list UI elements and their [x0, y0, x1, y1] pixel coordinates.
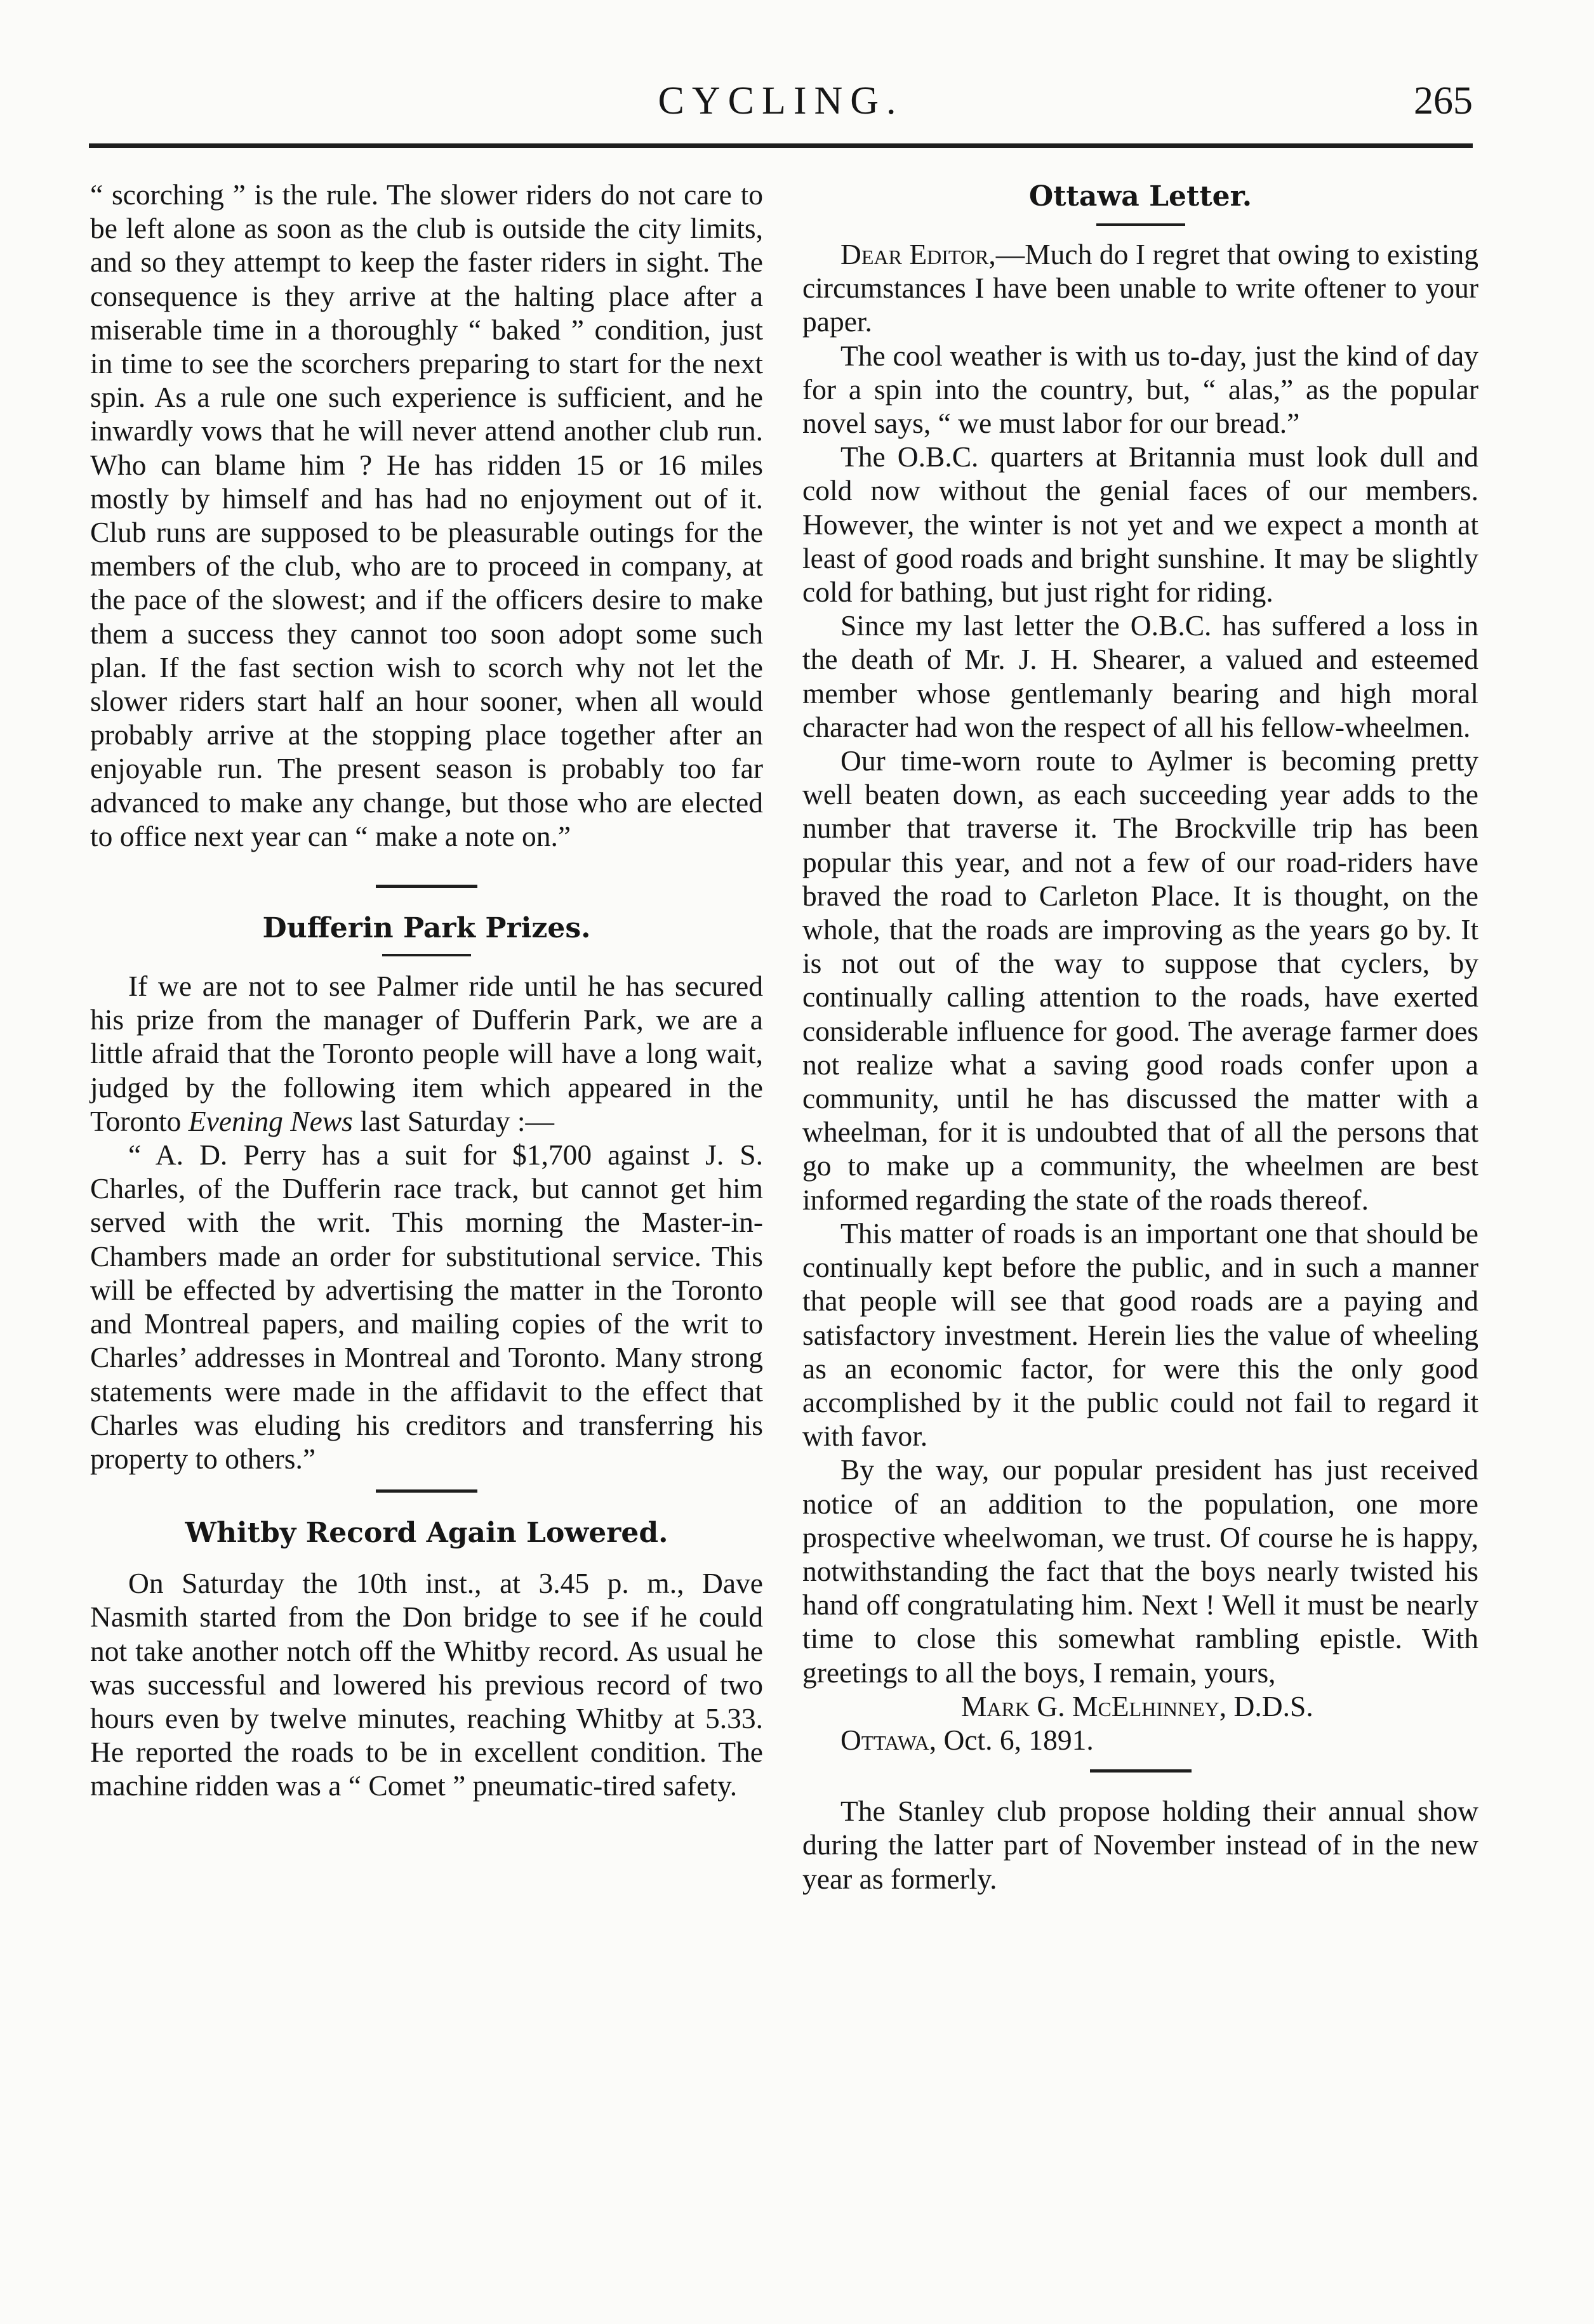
ottawa-heading: Ottawa Letter.: [1028, 180, 1252, 213]
page-number: 265: [1414, 79, 1473, 122]
right-column: [802, 178, 1478, 1896]
left-column: [90, 178, 763, 1803]
continuation-paragraph: “ scorching ” is the rule. The slower riders do not care to be left alone as soon as the club is outside the city limits, and so they attempt to keep the faster riders in sight. The consequence is they arrive at the halting place after a miserable time in a thoroughly “ baked ” condition, just in time to see the scorchers preparing to start for the next spin. As a rule one such experience is sufficient, and he inwardly vows that he will never attend another club run. Who can blame him ? He has ridden 15 or 16 miles mostly by himself and has had no enjoyment out of it. Club runs are supposed to be pleasurable outings for the members of the club, who are to proceed in company, at the pace of the slowest; and if the officers desire to make them a success they cannot too soon adopt some such plan. If the fast section wish to scorch why not let the slower riders start half an hour sooner, when all would probably arrive at the stopping place together after an enjoyable run. The present season is probably too far advanced to make any change, but those who are elected to office next year can “ make a note on.”: [90, 178, 763, 852]
ottawa-paragraph-3: The O.B.C. quarters at Britannia must look dull and cold now without the genial faces of our members. However, the winter is not yet and we expect a month at least of good roads and bright sunshine. It may be slightly cold for bathing, but just right for riding.: [802, 440, 1478, 609]
signature: Mark G. McElhinney, D.D.S.: [961, 1689, 1313, 1722]
salutation: Dear Editor,: [840, 238, 996, 270]
header-rule: [89, 143, 1473, 148]
running-title: CYCLING.: [658, 79, 904, 122]
stanley-paragraph: The Stanley club propose holding their annual show during the latter part of November instead of in the new year as formerly.: [802, 1795, 1478, 1895]
dateline: Ottawa, Oct. 6, 1891.: [840, 1723, 1094, 1756]
ottawa-paragraph-7: By the way, our popular president has just received notice of an addition to the population, one more prospective wheelwoman, we trust. Of course he is happy, notwithstanding the fact that the boys nearly twisted his hand off congratulating him. Next ! Well it must be nearly time to close this somewhat rambling epistle. With greetings to all the boys, I remain, yours,: [802, 1453, 1478, 1689]
whitby-heading: Whitby Record Again Lowered.: [185, 1517, 668, 1550]
ottawa-paragraph-4: Since my last letter the O.B.C. has suffered a loss in the death of Mr. J. H. Shearer, a valued and esteemed member whose gentlemanly bearing and high moral character had won the respect of all his fellow-wheelmen.: [802, 609, 1478, 743]
ottawa-paragraph-1: Dear Editor,—Much do I regret that owing to existing circumstances I have been unable to write oftener to your paper.: [802, 238, 1478, 338]
ottawa-paragraph-5: Our time-worn route to Aylmer is becoming pretty well beaten down, as each succeeding year adds to the number that traverse it. The Brockville trip has been popular this year, and not a few of our road-riders have braved the road to Carleton Place. It is thought, on the whole, that the roads are improving as the years go by. It is not out of the way to suppose that cyclers, by continually calling attention to the roads, have exerted considerable influence for good. The average farmer does not realize what a saving good roads confer upon a community, until he has discussed the matter with a wheelman, for it is undoubted that of all the persons that go to make up a community, the wheelmen are best informed regarding the state of the roads thereof.: [802, 744, 1478, 1216]
dufferin-heading: Dufferin Park Prizes.: [262, 912, 591, 945]
dufferin-quote: “ A. D. Perry has a suit for $1,700 against J. S. Charles, of the Dufferin race track, but cannot get him served with the writ. This morning the Master-in-Chambers made an order for substitutional service. This will be effected by advertising the matter in the Toronto and Montreal papers, and mailing copies of the writ to Charles’ addresses in Montreal and Toronto. Many strong statements were made in the affidavit to the effect that Charles was eluding his creditors and transferring his property to others.”: [90, 1139, 763, 1475]
newspaper-title: Evening News: [188, 1104, 353, 1137]
ottawa-paragraph-2: The cool weather is with us to-day, just the kind of day for a spin into the country, but, “ alas,” as the popular novel says, “ we must labor for our bread.”: [802, 339, 1478, 440]
ottawa-paragraph-6: This matter of roads is an important one that should be continually kept before the public, and in such a manner that people will see that good roads are a paying and satisfactory investment. Herein lies the value of wheeling as an economic factor, for were this the only good accomplished by it the public could not fail to regard it with favor.: [802, 1217, 1478, 1453]
whitby-paragraph: On Saturday the 10th inst., at 3.45 p. m., Dave Nasmith started from the Don bridge to see if he could not take another notch off the Whitby record. As usual he was successful and lowered his previous record of two hours even by twelve minutes, reaching Whitby at 5.33. He reported the roads to be in excellent condition. The machine ridden was a “ Comet ” pneumatic-tired safety.: [90, 1567, 763, 1802]
page-header: [89, 81, 1473, 151]
dufferin-paragraph-1: If we are not to see Palmer ride until he has secured his prize from the manager of Dufferin Park, we are a little afraid that the Toronto people will have a long wait, judged by the following item which appeared in the Toronto Evening News last Saturday :—: [90, 970, 763, 1137]
